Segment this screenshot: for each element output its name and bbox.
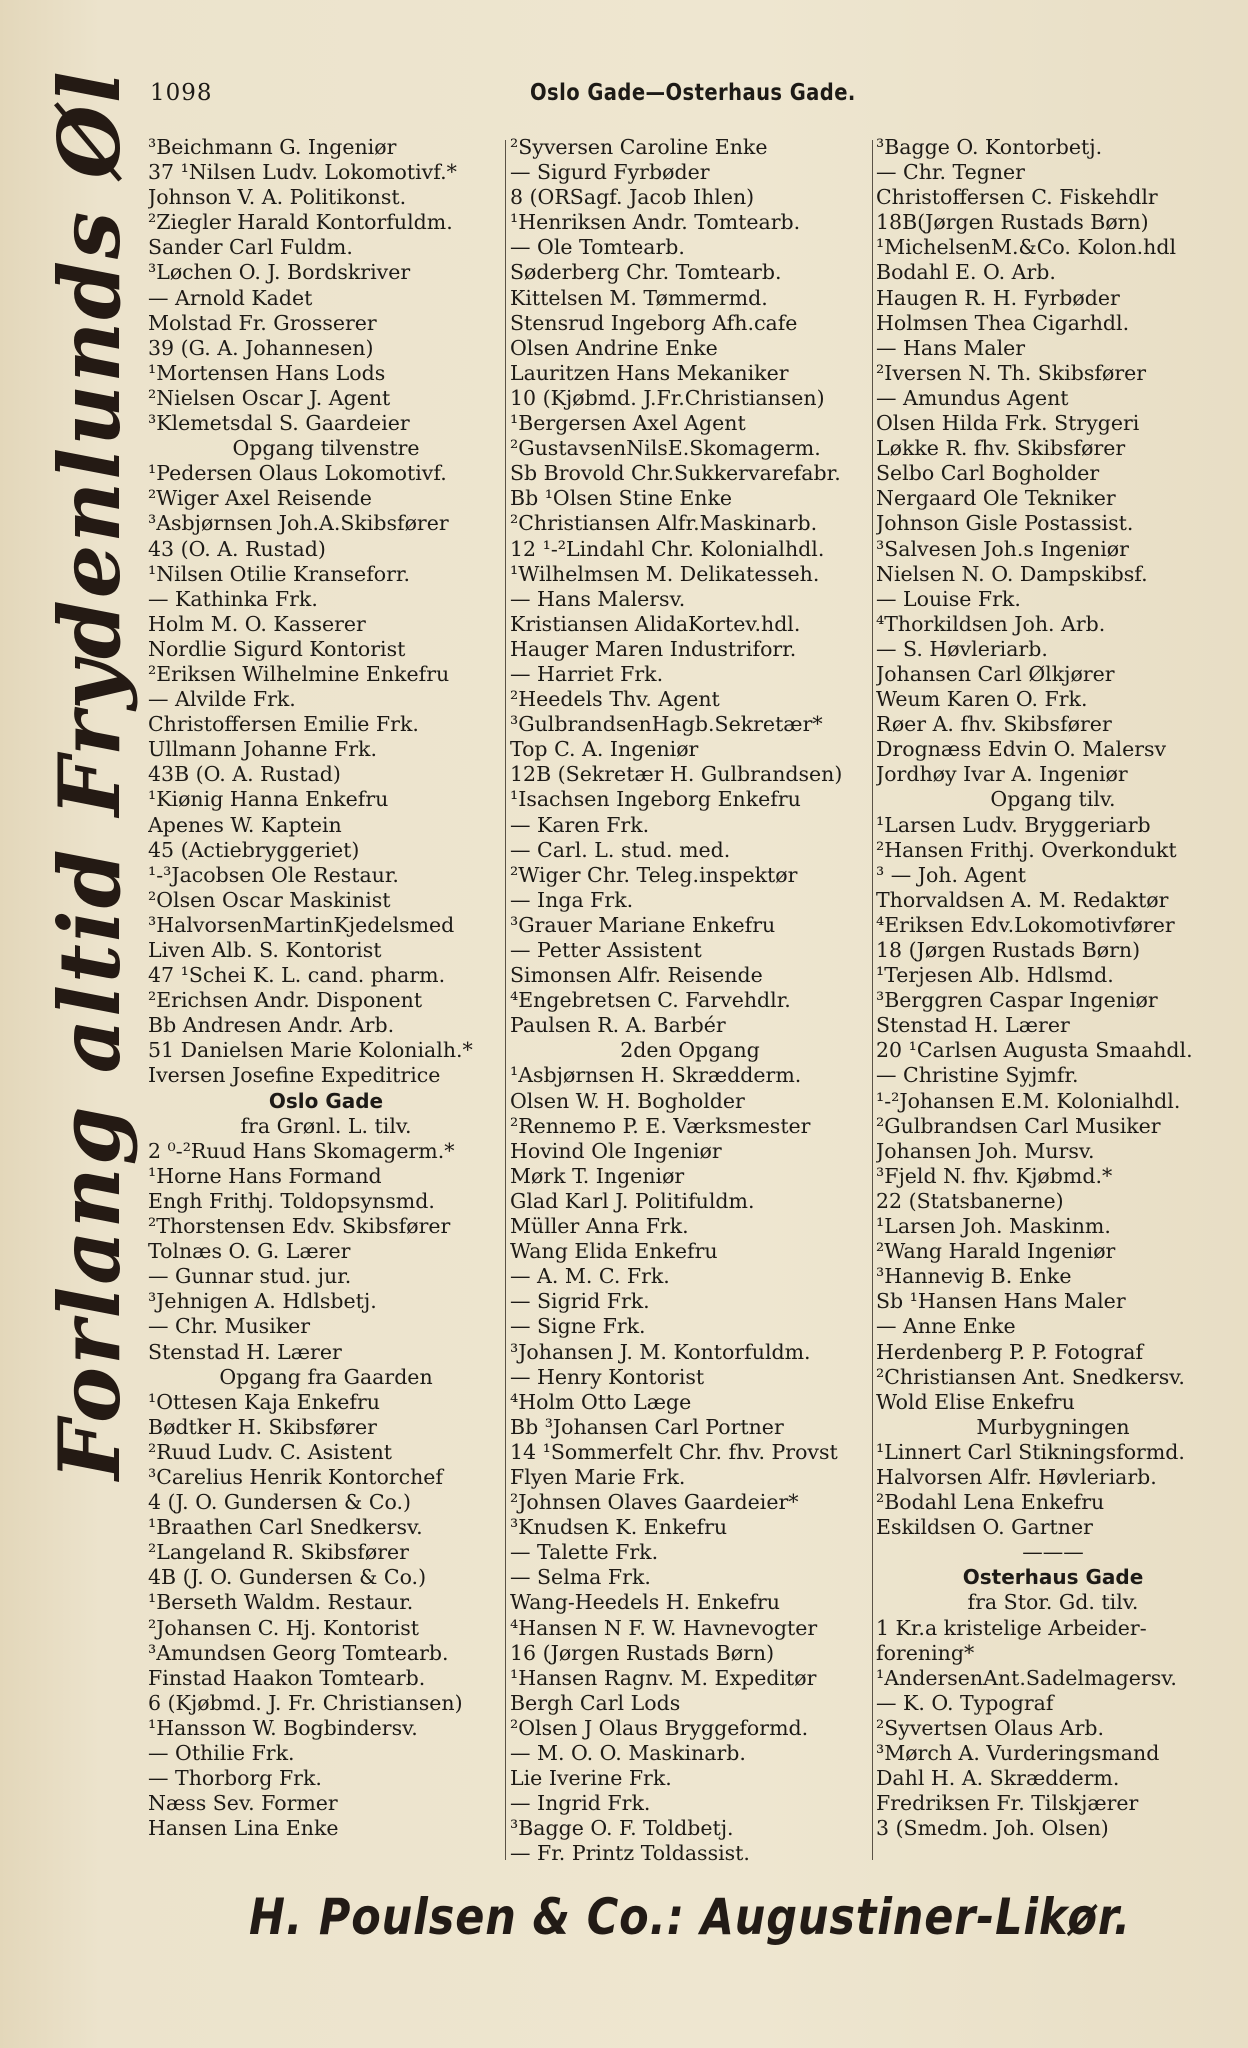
directory-entry: Røer A. fhv. Skibsfører <box>876 712 1112 737</box>
sub-heading: ——— <box>1022 1540 1084 1565</box>
directory-entry: — S. Høvleriarb. <box>876 636 1048 661</box>
directory-entry: Wang Elida Enkefru <box>510 1239 718 1264</box>
directory-entry: Bødtker H. Skibsfører <box>148 1414 377 1439</box>
directory-entry: ³Berggren Caspar Ingeniør <box>876 988 1158 1013</box>
directory-entry: ²Heedels Thv. Agent <box>510 687 720 712</box>
directory-entry: ³Salvesen Joh.s Ingeniør <box>876 536 1129 561</box>
directory-entry: — Inga Frk. <box>510 887 634 912</box>
directory-entry: ¹Linnert Carl Stikningsformd. <box>876 1439 1185 1464</box>
directory-entry: Nergaard Ole Tekniker <box>876 486 1116 511</box>
directory-entry: Stenstad H. Lærer <box>876 1013 1070 1038</box>
directory-entry: — Sigrid Frk. <box>510 1289 650 1314</box>
directory-entry: ²Syvertsen Olaus Arb. <box>876 1715 1105 1740</box>
directory-entry: — Kathinka Frk. <box>148 586 318 611</box>
directory-entry: ¹Larsen Ludv. Bryggeriarb <box>876 812 1151 837</box>
directory-entry: — Amundus Agent <box>876 385 1069 410</box>
directory-entry: Molstad Fr. Grosserer <box>148 310 377 335</box>
directory-entry: Dahl H. A. Skrædderm. <box>876 1766 1120 1791</box>
directory-entry: — Hans Maler <box>876 335 1026 360</box>
directory-entry: ²Wiger Axel Reisende <box>148 486 372 511</box>
directory-entry: Glad Karl J. Politifuldm. <box>510 1188 755 1213</box>
directory-entry: ¹Bergersen Axel Agent <box>510 411 746 436</box>
directory-entry: — M. O. O. Maskinarb. <box>510 1741 746 1765</box>
directory-entry: ¹Braathen Carl Snedkersv. <box>148 1515 423 1540</box>
running-head: Oslo Gade—Osterhaus Gade. <box>530 80 856 106</box>
directory-entry: ⁴Eriksen Edv.Lokomotivfører <box>876 912 1175 937</box>
directory-entry: 4B (J. O. Gundersen & Co.) <box>148 1565 427 1590</box>
directory-entry: Jordhøy Ivar A. Ingeniør <box>876 762 1128 787</box>
directory-entry: Müller Anna Frk. <box>510 1214 689 1239</box>
directory-entry: ²Iversen N. Th. Skibsfører <box>876 360 1147 385</box>
directory-entry: Fredriksen Fr. Tilskjærer <box>876 1791 1139 1816</box>
directory-entry: Hovind Ole Ingeniør <box>510 1138 722 1163</box>
directory-entry: ²GustavsenNilsE.Skomagerm. <box>510 436 821 461</box>
directory-entry: ²Olsen J Olaus Bryggeformd. <box>510 1715 809 1740</box>
directory-entry: Holmsen Thea Cigarhdl. <box>876 310 1130 335</box>
directory-entry: ²Ziegler Harald Kontorfuldm. <box>148 210 453 235</box>
directory-entry: ²Langeland R. Skibsfører <box>148 1540 409 1565</box>
directory-entry: ⁴Hansen N F. W. Havnevogter <box>510 1615 818 1640</box>
side-advertisement: Forlang altid Frydenlunds Øl <box>40 69 139 1480</box>
directory-entry: ³GulbrandsenHagb.Sekretær* <box>510 712 823 737</box>
directory-column-1 <box>148 135 504 1865</box>
directory-entry: — Gunnar stud. jur. <box>148 1264 352 1289</box>
directory-entry: 18 (Jørgen Rustads Børn) <box>876 938 1141 962</box>
directory-entry: Wold Elise Enkefru <box>876 1389 1075 1414</box>
directory-entry: ¹Terjesen Alb. Hdlsmd. <box>876 963 1114 988</box>
directory-entry: — Signe Frk. <box>510 1314 646 1339</box>
directory-entry: 2 ⁰-²Ruud Hans Skomagerm.* <box>148 1138 455 1163</box>
directory-entry: — Harriet Frk. <box>510 661 664 686</box>
directory-entry: ⁴Thorkildsen Joh. Arb. <box>876 611 1106 636</box>
directory-entry: ⁴Engebretsen C. Farvehdlr. <box>510 988 791 1013</box>
directory-entry: 45 (Actiebryggeriet) <box>148 837 360 862</box>
directory-entry: Selbo Carl Bogholder <box>876 461 1100 486</box>
directory-entry: ²Bodahl Lena Enkefru <box>876 1490 1105 1515</box>
directory-entry: 10 (Kjøbmd. J.Fr.Christiansen) <box>510 385 825 410</box>
directory-entry: Nordlie Sigurd Kontorist <box>148 636 406 661</box>
directory-entry: 8 (ORSagf. Jacob Ihlen) <box>510 185 755 210</box>
directory-entry: 18B(Jørgen Rustads Børn) <box>876 210 1149 235</box>
directory-entry: — K. O. Typograf <box>876 1690 1054 1715</box>
directory-entry: ¹Pedersen Olaus Lokomotivf. <box>148 461 447 486</box>
directory-entry: ³Hannevig B. Enke <box>876 1264 1072 1289</box>
directory-entry: ¹Berseth Waldm. Restaur. <box>148 1590 414 1615</box>
directory-entry: Apenes W. Kaptein <box>148 812 342 837</box>
directory-entry: — A. M. C. Frk. <box>510 1264 670 1289</box>
directory-entry: ²Thorstensen Edv. Skibsfører <box>148 1214 451 1239</box>
directory-entry: ¹MichelsenM.&Co. Kolon.hdl <box>876 235 1177 260</box>
directory-entry: — Hans Malersv. <box>510 586 686 611</box>
directory-entry: Wang-Heedels H. Enkefru <box>510 1590 780 1615</box>
directory-entry: ³HalvorsenMartinKjedelsmed <box>148 912 455 937</box>
directory-entry: Olsen Andrine Enke <box>510 335 718 360</box>
directory-entry: 6 (Kjøbmd. J. Fr. Christiansen) <box>148 1690 463 1715</box>
directory-entry: 3 (Smedm. Joh. Olsen) <box>876 1816 1109 1841</box>
directory-entry: — Talette Frk. <box>510 1540 659 1565</box>
directory-entry: forening* <box>876 1640 975 1665</box>
directory-entry: Paulsen R. A. Barbér <box>510 1013 726 1038</box>
directory-entry: Drognæss Edvin O. Malersv <box>876 737 1167 762</box>
directory-entry: ¹Mortensen Hans Lods <box>148 360 386 385</box>
directory-entry: — Petter Assistent <box>510 938 702 962</box>
directory-entry: ¹Wilhelmsen M. Delikatesseh. <box>510 561 820 586</box>
directory-entry: Herdenberg P. P. Fotograf <box>876 1339 1144 1364</box>
directory-entry: ²Wang Harald Ingeniør <box>876 1239 1116 1264</box>
directory-entry: ²Ruud Ludv. C. Asistent <box>148 1439 393 1464</box>
directory-entry: — Ingrid Frk. <box>510 1791 651 1816</box>
directory-entry: ²Johansen C. Hj. Kontorist <box>148 1615 420 1640</box>
directory-entry: — Arnold Kadet <box>148 285 313 310</box>
directory-entry: ²Erichsen Andr. Disponent <box>148 988 423 1013</box>
directory-entry: Hansen Lina Enke <box>148 1816 339 1841</box>
directory-entry: ³Jehnigen A. Hdlsbetj. <box>148 1289 377 1314</box>
directory-entry: ²Christiansen Alfr.Maskinarb. <box>510 511 818 536</box>
directory-entry: ³Bagge O. Kontorbetj. <box>876 135 1103 159</box>
directory-entry: Lauritzen Hans Mekaniker <box>510 360 789 385</box>
directory-entry: — Chr. Musiker <box>148 1314 311 1339</box>
directory-entry: Søderberg Chr. Tomtearb. <box>510 260 782 285</box>
sub-heading: fra Grønl. L. tilv. <box>240 1113 412 1138</box>
directory-entry: Top C. A. Ingeniør <box>510 737 699 762</box>
directory-entry: ²Hansen Frithj. Overkondukt <box>876 837 1177 862</box>
directory-entry: Bb ³Johansen Carl Portner <box>510 1414 784 1439</box>
directory-entry: ¹Larsen Joh. Maskinm. <box>876 1214 1111 1239</box>
sub-heading: Opgang tilvenstre <box>232 436 420 461</box>
directory-entry: 20 ¹Carlsen Augusta Smaahdl. <box>876 1038 1193 1063</box>
directory-entry: ²Eriksen Wilhelmine Enkefru <box>148 661 450 686</box>
page-number: 1098 <box>150 80 213 106</box>
directory-entry: 43 (O. A. Rustad) <box>148 536 326 561</box>
directory-entry: Hauger Maren Industriforr. <box>510 636 797 661</box>
directory-entry: Bb Andresen Andr. Arb. <box>148 1013 395 1038</box>
directory-entry: — Chr. Tegner <box>876 160 1025 185</box>
directory-entry: Bodahl E. O. Arb. <box>876 260 1056 285</box>
directory-entry: Mørk T. Ingeniør <box>510 1163 685 1188</box>
directory-entry: Sander Carl Fuldm. <box>148 235 353 260</box>
directory-entry: 1 Kr.a kristelige Arbeider- <box>876 1615 1147 1640</box>
directory-entry: ¹Hansson W. Bogbindersv. <box>148 1715 418 1740</box>
directory-entry: Bergh Carl Lods <box>510 1690 681 1715</box>
directory-entry: ³Bagge O. F. Toldbetj. <box>510 1816 734 1841</box>
directory-entry: Eskildsen O. Gartner <box>876 1515 1093 1540</box>
sub-heading: Opgang tilv. <box>990 787 1116 812</box>
directory-entry: ³Knudsen K. Enkefru <box>510 1515 728 1540</box>
directory-entry: Finstad Haakon Tomtearb. <box>148 1665 426 1690</box>
directory-entry: ²Johnsen Olaves Gaardeier* <box>510 1490 799 1515</box>
directory-entry: — Sigurd Fyrbøder <box>510 160 710 185</box>
directory-entry: Sb Brovold Chr.Sukkervarefabr. <box>510 461 841 486</box>
directory-entry: 12B (Sekretær H. Gulbrandsen) <box>510 762 843 787</box>
directory-columns <box>148 135 1230 1865</box>
sub-heading: 2den Opgang <box>620 1038 760 1063</box>
directory-entry: Thorvaldsen A. M. Redaktør <box>876 887 1169 912</box>
directory-entry: 14 ¹Sommerfelt Chr. fhv. Provst <box>510 1439 838 1464</box>
directory-entry: Johansen Joh. Mursv. <box>876 1138 1095 1163</box>
directory-entry: — Karen Frk. <box>510 812 650 837</box>
directory-entry: — Fr. Printz Toldassist. <box>510 1841 750 1865</box>
directory-entry: ¹AndersenAnt.Sadelmagersv. <box>876 1665 1177 1690</box>
directory-entry: ¹Hansen Ragnv. M. Expeditør <box>510 1665 817 1690</box>
directory-column-3 <box>876 135 1230 1865</box>
directory-entry: ²Wiger Chr. Teleg.inspektør <box>510 862 798 887</box>
directory-entry: 37 ¹Nilsen Ludv. Lokomotivf.* <box>148 160 457 185</box>
directory-entry: Bb ¹Olsen Stine Enke <box>510 486 733 511</box>
directory-entry: ¹Henriksen Andr. Tomtearb. <box>510 210 801 235</box>
directory-entry: — Alvilde Frk. <box>148 687 296 712</box>
directory-entry: Weum Karen O. Frk. <box>876 687 1088 712</box>
directory-entry: Tolnæs O. G. Lærer <box>148 1239 351 1264</box>
directory-entry: Simonsen Alfr. Reisende <box>510 963 763 988</box>
directory-entry: Liven Alb. S. Kontorist <box>148 938 382 962</box>
directory-entry: ³Asbjørnsen Joh.A.Skibsfører <box>148 511 449 536</box>
directory-entry: Christoffersen C. Fiskehdlr <box>876 185 1158 210</box>
directory-entry: — Othilie Frk. <box>148 1741 295 1765</box>
directory-entry: Halvorsen Alfr. Høvleriarb. <box>876 1464 1157 1489</box>
page-header <box>150 80 1218 120</box>
directory-entry: ³Klemetsdal S. Gaardeier <box>148 411 410 436</box>
directory-entry: ²Rennemo P. E. Værksmester <box>510 1113 811 1138</box>
directory-entry: — Anne Enke <box>876 1314 1016 1339</box>
directory-entry: ³Johansen J. M. Kontorfuldm. <box>510 1339 811 1364</box>
directory-entry: ¹Kiønig Hanna Enkefru <box>148 787 389 812</box>
section-heading: Osterhaus Gade <box>962 1565 1144 1590</box>
directory-entry: Stenstad H. Lærer <box>148 1339 342 1364</box>
directory-entry: ¹-³Jacobsen Ole Restaur. <box>148 862 399 887</box>
directory-entry: 47 ¹Schei K. L. cand. pharm. <box>148 963 446 988</box>
directory-entry: 22 (Statsbanerne) <box>876 1188 1064 1213</box>
directory-entry: ⁴Holm Otto Læge <box>510 1389 692 1414</box>
directory-entry: Lie Iverine Frk. <box>510 1766 672 1791</box>
directory-entry: Sb ¹Hansen Hans Maler <box>876 1289 1126 1314</box>
directory-entry: ³Carelius Henrik Kontorchef <box>148 1464 444 1489</box>
directory-entry: Johnson Gisle Postassist. <box>876 511 1134 536</box>
directory-entry: — Henry Kontorist <box>510 1364 705 1389</box>
directory-entry: — Louise Frk. <box>876 586 1021 611</box>
section-heading: Oslo Gade <box>268 1088 384 1113</box>
directory-entry: Nielsen N. O. Dampskibsf. <box>876 561 1148 586</box>
directory-entry: 12 ¹-²Lindahl Chr. Kolonialhdl. <box>510 536 825 561</box>
directory-entry: Johansen Carl Ølkjører <box>876 661 1115 686</box>
directory-entry: 51 Danielsen Marie Kolonialh.* <box>148 1038 473 1063</box>
directory-entry: ¹Nilsen Otilie Kranseforr. <box>148 561 410 586</box>
directory-entry: Haugen R. H. Fyrbøder <box>876 285 1120 310</box>
directory-entry: 4 (J. O. Gundersen & Co.) <box>148 1490 412 1515</box>
directory-entry: Holm M. O. Kasserer <box>148 611 366 636</box>
directory-entry: ³Amundsen Georg Tomtearb. <box>148 1640 449 1665</box>
directory-entry: ²Gulbrandsen Carl Musiker <box>876 1113 1161 1138</box>
sub-heading: Murbygningen <box>976 1414 1130 1439</box>
directory-entry: ¹-²Johansen E.M. Kolonialhdl. <box>876 1088 1181 1113</box>
directory-entry: 39 (G. A. Johannesen) <box>148 335 374 360</box>
directory-entry: Ullmann Johanne Frk. <box>148 737 377 762</box>
directory-entry: — Christine Syjmfr. <box>876 1063 1079 1088</box>
directory-entry: Kristiansen AlidaKortev.hdl. <box>510 611 801 636</box>
sub-heading: Opgang fra Gaarden <box>219 1364 433 1389</box>
directory-entry: — Ole Tomtearb. <box>510 235 685 260</box>
directory-entry: ³Fjeld N. fhv. Kjøbmd.* <box>876 1163 1113 1188</box>
directory-entry: Stensrud Ingeborg Afh.cafe <box>510 310 798 335</box>
directory-entry: — Selma Frk. <box>510 1565 651 1590</box>
directory-entry: Olsen Hilda Frk. Strygeri <box>876 411 1140 436</box>
directory-entry: ³Beichmann G. Ingeniør <box>148 135 397 159</box>
directory-entry: — Thorborg Frk. <box>148 1766 322 1791</box>
directory-entry: 43B (O. A. Rustad) <box>148 762 341 787</box>
directory-entry: ¹Asbjørnsen H. Skrædderm. <box>510 1063 802 1088</box>
directory-entry: ³Løchen O. J. Bordskriver <box>148 260 411 285</box>
directory-entry: ²Christiansen Ant. Snedkersv. <box>876 1364 1185 1389</box>
directory-entry: Engh Frithj. Toldopsynsmd. <box>148 1188 435 1213</box>
directory-entry: ¹Ottesen Kaja Enkefru <box>148 1389 380 1414</box>
sub-heading: fra Stor. Gd. tilv. <box>967 1590 1139 1615</box>
directory-entry: ²Olsen Oscar Maskinist <box>148 887 391 912</box>
directory-entry: ¹Isachsen Ingeborg Enkefru <box>510 787 801 812</box>
directory-entry: Næss Sev. Former <box>148 1791 338 1816</box>
directory-entry: ²Syversen Caroline Enke <box>510 135 768 159</box>
directory-entry: ³Mørch A. Vurderingsmand <box>876 1741 1160 1765</box>
directory-entry: Iversen Josefine Expeditrice <box>148 1063 441 1088</box>
directory-entry: Kittelsen M. Tømmermd. <box>510 285 768 310</box>
directory-column-2 <box>510 135 870 1865</box>
directory-entry: ³ — Joh. Agent <box>876 862 1027 887</box>
bottom-advertisement: H. Poulsen & Co.: Augustiner-Likør. <box>249 1888 1131 1946</box>
directory-entry: Løkke R. fhv. Skibsfører <box>876 436 1126 461</box>
directory-entry: ¹Horne Hans Formand <box>148 1163 382 1188</box>
directory-entry: Christoffersen Emilie Frk. <box>148 712 419 737</box>
directory-entry: ²Nielsen Oscar J. Agent <box>148 385 391 410</box>
directory-entry: Olsen W. H. Bogholder <box>510 1088 745 1113</box>
directory-entry: — Carl. L. stud. med. <box>510 837 731 862</box>
directory-entry: Johnson V. A. Politikonst. <box>148 185 407 210</box>
directory-entry: 16 (Jørgen Rustads Børn) <box>510 1640 775 1665</box>
directory-entry: Flyen Marie Frk. <box>510 1464 686 1489</box>
directory-entry: ³Grauer Mariane Enkefru <box>510 912 776 937</box>
